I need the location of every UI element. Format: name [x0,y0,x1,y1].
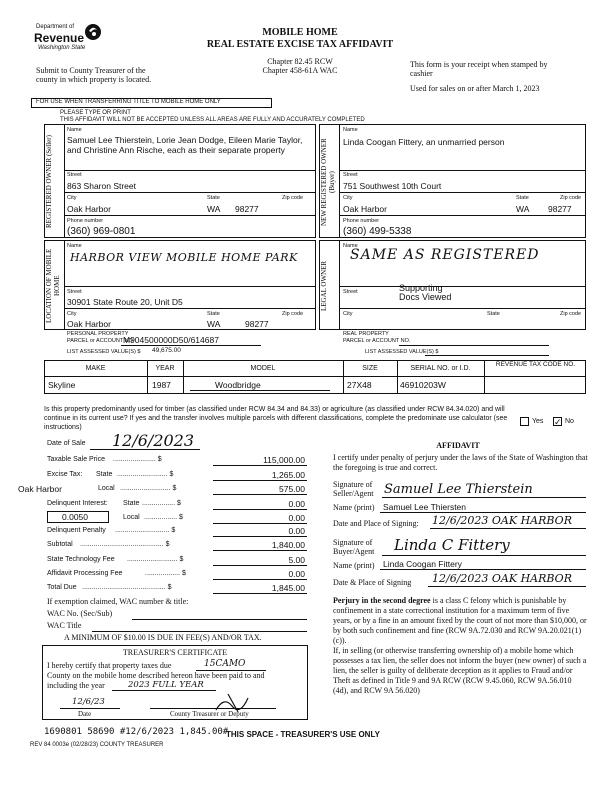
legal-owner-state-label: State [487,311,500,317]
tax-year-value[interactable]: 2023 FULL YEAR [128,680,204,690]
delinquent-interest-state[interactable]: 0.00 [288,499,305,509]
seller-state-label: State [207,195,220,201]
date-of-sale-label: Date of Sale [47,440,86,447]
dots-local: .......................... $ [120,485,177,492]
excise-local-amount[interactable]: 575.00 [279,484,305,494]
chapter-refs: Chapter 82.45 RCW Chapter 458-61A WAC [262,57,338,75]
treasurer-space-note: THIS SPACE - TREASURER'S USE ONLY [226,730,380,739]
excise-local-label: Local [98,485,115,492]
seller-state[interactable]: WA [207,204,221,214]
location-state[interactable]: WA [207,319,221,329]
table-header-model: MODEL [250,365,276,372]
location-zip-label: Zip code [282,311,304,317]
legal-owner-name[interactable]: SAME AS REGISTERED [350,247,540,263]
buyer-zip-label: Zip code [560,195,582,201]
buyer-city[interactable]: Oak Harbor [343,204,387,214]
transfer-note: FOR USE WHEN TRANSFERRING TITLE TO MOBILE HOME ONLY [36,99,221,105]
dots-price: ...................... $ [113,456,162,463]
seller-date-place-label: Date and Place of Signing: [333,519,419,528]
table-cell-size[interactable]: 27X48 [347,380,372,390]
minimum-fee-note: A MINIMUM OF $10.00 IS DUE IN FEE(S) AND/OR TAX. [64,633,262,642]
receipt-note: This form is your receipt when stamped by cashier Used for sales on or after March 1, 2023 [410,60,548,93]
real-parcel-account-label: PARCEL or ACCOUNT NO. [343,338,411,344]
accuracy-warning: THIS AFFIDAVIT WILL NOT BE ACCEPTED UNLESS ALL AREAS ARE FULLY AND ACCURATELY COMPLETED [60,117,365,123]
affidavit-title: AFFIDAVIT [436,441,480,450]
buyer-signature[interactable]: Linda C Fittery [394,536,510,554]
taxes-due-value[interactable]: 15CAMO [204,659,246,669]
buyer-phone[interactable]: (360) 499-5338 [343,226,412,237]
treasurer-date[interactable]: 12/6/23 [72,697,105,707]
legal-owner-zip-label: Zip code [560,311,582,317]
table-cell-year[interactable]: 1987 [152,380,171,390]
interest-state-label: State [123,500,140,507]
legal-owner-section-label: LEGAL OWNER [320,260,328,312]
dots-total: ........................................... $ [82,584,172,591]
seller-section-label: REGISTERED OWNER (Seller) [45,135,53,229]
timber-yes-checkbox[interactable] [520,417,529,426]
subtotal-label: Subtotal [47,541,73,548]
affidavit-fee[interactable]: 0.00 [288,569,305,579]
treasurer-date-label: Date [78,710,92,718]
buyer-state-label: State [516,195,529,201]
excise-state-amount[interactable]: 1,265.00 [271,470,305,480]
location-state-label: State [207,311,220,317]
state-tech-fee[interactable]: 5.00 [288,555,305,565]
timber-question: Is this property predominantly used for timber (as classified under RCW 84.34 and 84.33) or agriculture (as classified under RCW 84.34.020) and will continue in its current use? If yes and the transfer involves multiple parcels with different classifications, complete the predominate use calculator (see instructions) [44,406,508,431]
interest-local-label: Local [123,514,140,521]
seller-street-label: Street [67,172,82,178]
legal-owner-name-label: Name [343,243,358,249]
table-cell-make[interactable]: Skyline [48,380,76,390]
timber-no-checkbox[interactable] [553,417,562,426]
table-cell-serial[interactable]: 46910203W [400,380,446,390]
seller-city-label: City [67,195,77,201]
seller-name[interactable]: Samuel Lee Thierstein, Lorie Jean Dodge, Eileen Marie Taylor, and Christine Ann Rische, each as their separate property [67,135,303,155]
dots-affidavit-fee: .................. $ [145,570,186,577]
affidavit-certify: I certify under penalty of perjury under the laws of the State of Washington that the foregoing is true and correct. [333,453,588,472]
seller-phone[interactable]: (360) 969-0801 [67,226,136,237]
seller-name-print[interactable]: Samuel Lee Thiersten [383,502,467,512]
table-header-make: MAKE [85,365,106,372]
local-jurisdiction[interactable]: Oak Harbor [18,484,62,494]
location-section-label: LOCATION OF MOBILE HOME [45,248,61,324]
dots-penalty: ............................ $ [115,527,176,534]
submit-instructions: Submit to County Treasurer of the county in which property is located. [36,66,152,84]
timber-yes-label: Yes [532,418,544,425]
treasurer-line-3: including the year [47,681,105,690]
form-title: MOBILE HOME REAL ESTATE EXCISE TAX AFFIDAVIT [206,27,394,50]
buyer-name-label: Name [343,127,358,133]
dots-state: .......................... $ [117,471,174,478]
seller-date-place[interactable]: 12/6/2023 OAK HARBOR [432,514,572,527]
location-park-name[interactable]: HARBOR VIEW MOBILE HOME PARK [70,251,298,264]
buyer-name-print[interactable]: Linda Coogan Fittery [383,559,462,569]
table-header-serial: SERIAL NO. or I.D. [410,365,471,372]
exemption-label: If exemption claimed, WAC number & title: [47,597,189,606]
buyer-state[interactable]: WA [516,204,530,214]
location-assessed-value[interactable]: 49,675.00 [152,347,181,354]
legal-owner-note-1: Supporting [399,283,443,293]
logo-sub-text: Washington State [38,45,86,51]
buyer-street-label: Street [343,172,358,178]
affidavit-fee-label: Affidavit Processing Fee [47,570,123,577]
location-city-label: City [67,311,77,317]
seller-name-label: Name [67,127,82,133]
table-cell-model[interactable]: Woodbridge [215,380,261,390]
table-header-tax-code: REVENUE TAX CODE NO. [495,361,576,368]
list-assessed-label: LIST ASSESSED VALUE(S) $ [67,349,141,355]
wac-title-label: WAC Title [47,621,82,630]
total-due-label: Total Due [47,584,77,591]
location-city[interactable]: Oak Harbor [67,319,111,329]
perjury-bold: Perjury in the second degree [333,596,431,605]
seller-signature-label: Signature of Seller/Agent [333,480,374,498]
perjury-paragraph [333,596,588,646]
seller-street[interactable]: 863 Sharon Street [67,181,136,191]
buyer-phone-label: Phone number [343,218,380,224]
state-tech-fee-label: State Technology Fee [47,556,115,563]
buyer-section-label: NEW REGISTERED OWNER (Buyer) [320,138,336,226]
delinquent-penalty-label: Delinquent Penalty [47,527,106,534]
legal-owner-street-label: Street [343,289,358,295]
delinquent-interest-local[interactable]: 0.00 [288,513,305,523]
parcel-account-label: PARCEL or ACCOUNT NO. [67,338,135,344]
logo-top-text: Department of [36,24,75,30]
delinquent-interest-label: Delinquent Interest: [47,500,108,507]
subtotal[interactable]: 1,840.00 [271,540,305,550]
buyer-zip[interactable]: 98277 [548,204,572,214]
form-id: REV 84 0003e (02/28/23) COUNTY TREASURER [30,742,164,748]
location-zip[interactable]: 98277 [245,319,269,329]
buyer-name[interactable]: Linda Coogan Fittery, an unmarried person [343,137,505,147]
seller-city[interactable]: Oak Harbor [67,204,111,214]
local-rate[interactable]: 0.0050 [62,512,88,522]
buyer-date-place[interactable]: 12/6/2023 OAK HARBOR [432,572,572,585]
buyer-date-place-label: Date & Place of Signing [333,578,412,587]
cashier-stamp-line: 1690801 58690 #12/6/2023 1,845.00# [44,727,229,737]
real-property-label: REAL PROPERTY [343,331,389,337]
real-list-assessed-label: LIST ASSESSED VALUE(S) $ [365,349,439,355]
fraud-paragraph: If, in selling (or otherwise transferring ownership of) a mobile home which possesses a tax lien, the seller does not inform the buyer (new owner) of such a lien, the seller is guilty of deliberate deception as it applies to Fraud and/or Theft as defined in Title 9 and 9A RCW (RCW 9.45.060, RCW 9A.56.010 (4d), and RCW 9A 56.020) [333,646,587,695]
date-of-sale[interactable]: 12/6/2023 [112,431,195,450]
buyer-street[interactable]: 751 Southwest 10th Court [343,181,442,191]
treasurer-line-2: County on the mobile home described hereon have been paid to and [47,671,265,680]
excise-state-label: State [96,471,113,478]
seller-name-print-label: Name (print) [333,503,375,512]
dots-tech-fee: .......................... $ [127,556,184,563]
table-header-size: SIZE [362,365,378,372]
check-mark-icon: ✓ [554,417,562,427]
perjury-text: is a class C felony which is punishable by confinement in a state correctional institution for a maximum term of five years, or by a fine in an amount fixed by the court of not more than $10,000, or by both such confinement and fine (RCW 9A.72.030 and RCW 9A.20.021(1)(c)). [333,596,587,645]
seller-zip[interactable]: 98277 [235,204,259,214]
seller-phone-label: Phone number [67,218,104,224]
please-type-note: PLEASE TYPE OR PRINT [60,110,131,116]
location-parcel-no[interactable]: M904500000D50/614687 [123,335,219,345]
logo-main-text: Revenue [34,31,85,45]
taxable-sale-price-label: Taxable Sale Price [47,456,105,463]
timber-no-label: No [565,418,574,425]
excise-tax-label: Excise Tax: [47,471,83,478]
dots-interest-state: ................. $ [142,500,181,507]
location-name-label: Name [67,243,82,249]
legal-owner-note-2: Docs Viewed [399,292,452,302]
location-street[interactable]: 30901 State Route 20, Unit D5 [67,297,183,307]
dots-subtotal: ........................................... $ [80,541,170,548]
treasurer-line-1: I hereby certify that property taxes due [47,661,172,670]
table-header-year: YEAR [155,365,175,372]
buyer-signature-label: Signature of Buyer/Agent [333,538,375,556]
treasurer-title: TREASURER'S CERTIFICATE [122,648,228,657]
seller-zip-label: Zip code [282,195,304,201]
personal-property-label: PERSONAL PROPERTY [67,331,129,337]
treasurer-deputy-label: County Treasurer or Deputy [170,710,249,718]
taxable-sale-price[interactable]: 115,000.00 [263,455,305,465]
wac-no-label: WAC No. (Sec/Sub) [47,609,113,618]
legal-owner-city-label: City [343,311,353,317]
delinquent-penalty[interactable]: 0.00 [288,526,305,536]
buyer-name-print-label: Name (print) [333,561,375,570]
buyer-city-label: City [343,195,353,201]
seller-signature[interactable]: Samuel Lee Thierstein [384,482,533,497]
dots-interest-local: ................. $ [144,514,183,521]
location-street-label: Street [67,289,82,295]
total-due[interactable]: 1,845.00 [271,583,305,593]
